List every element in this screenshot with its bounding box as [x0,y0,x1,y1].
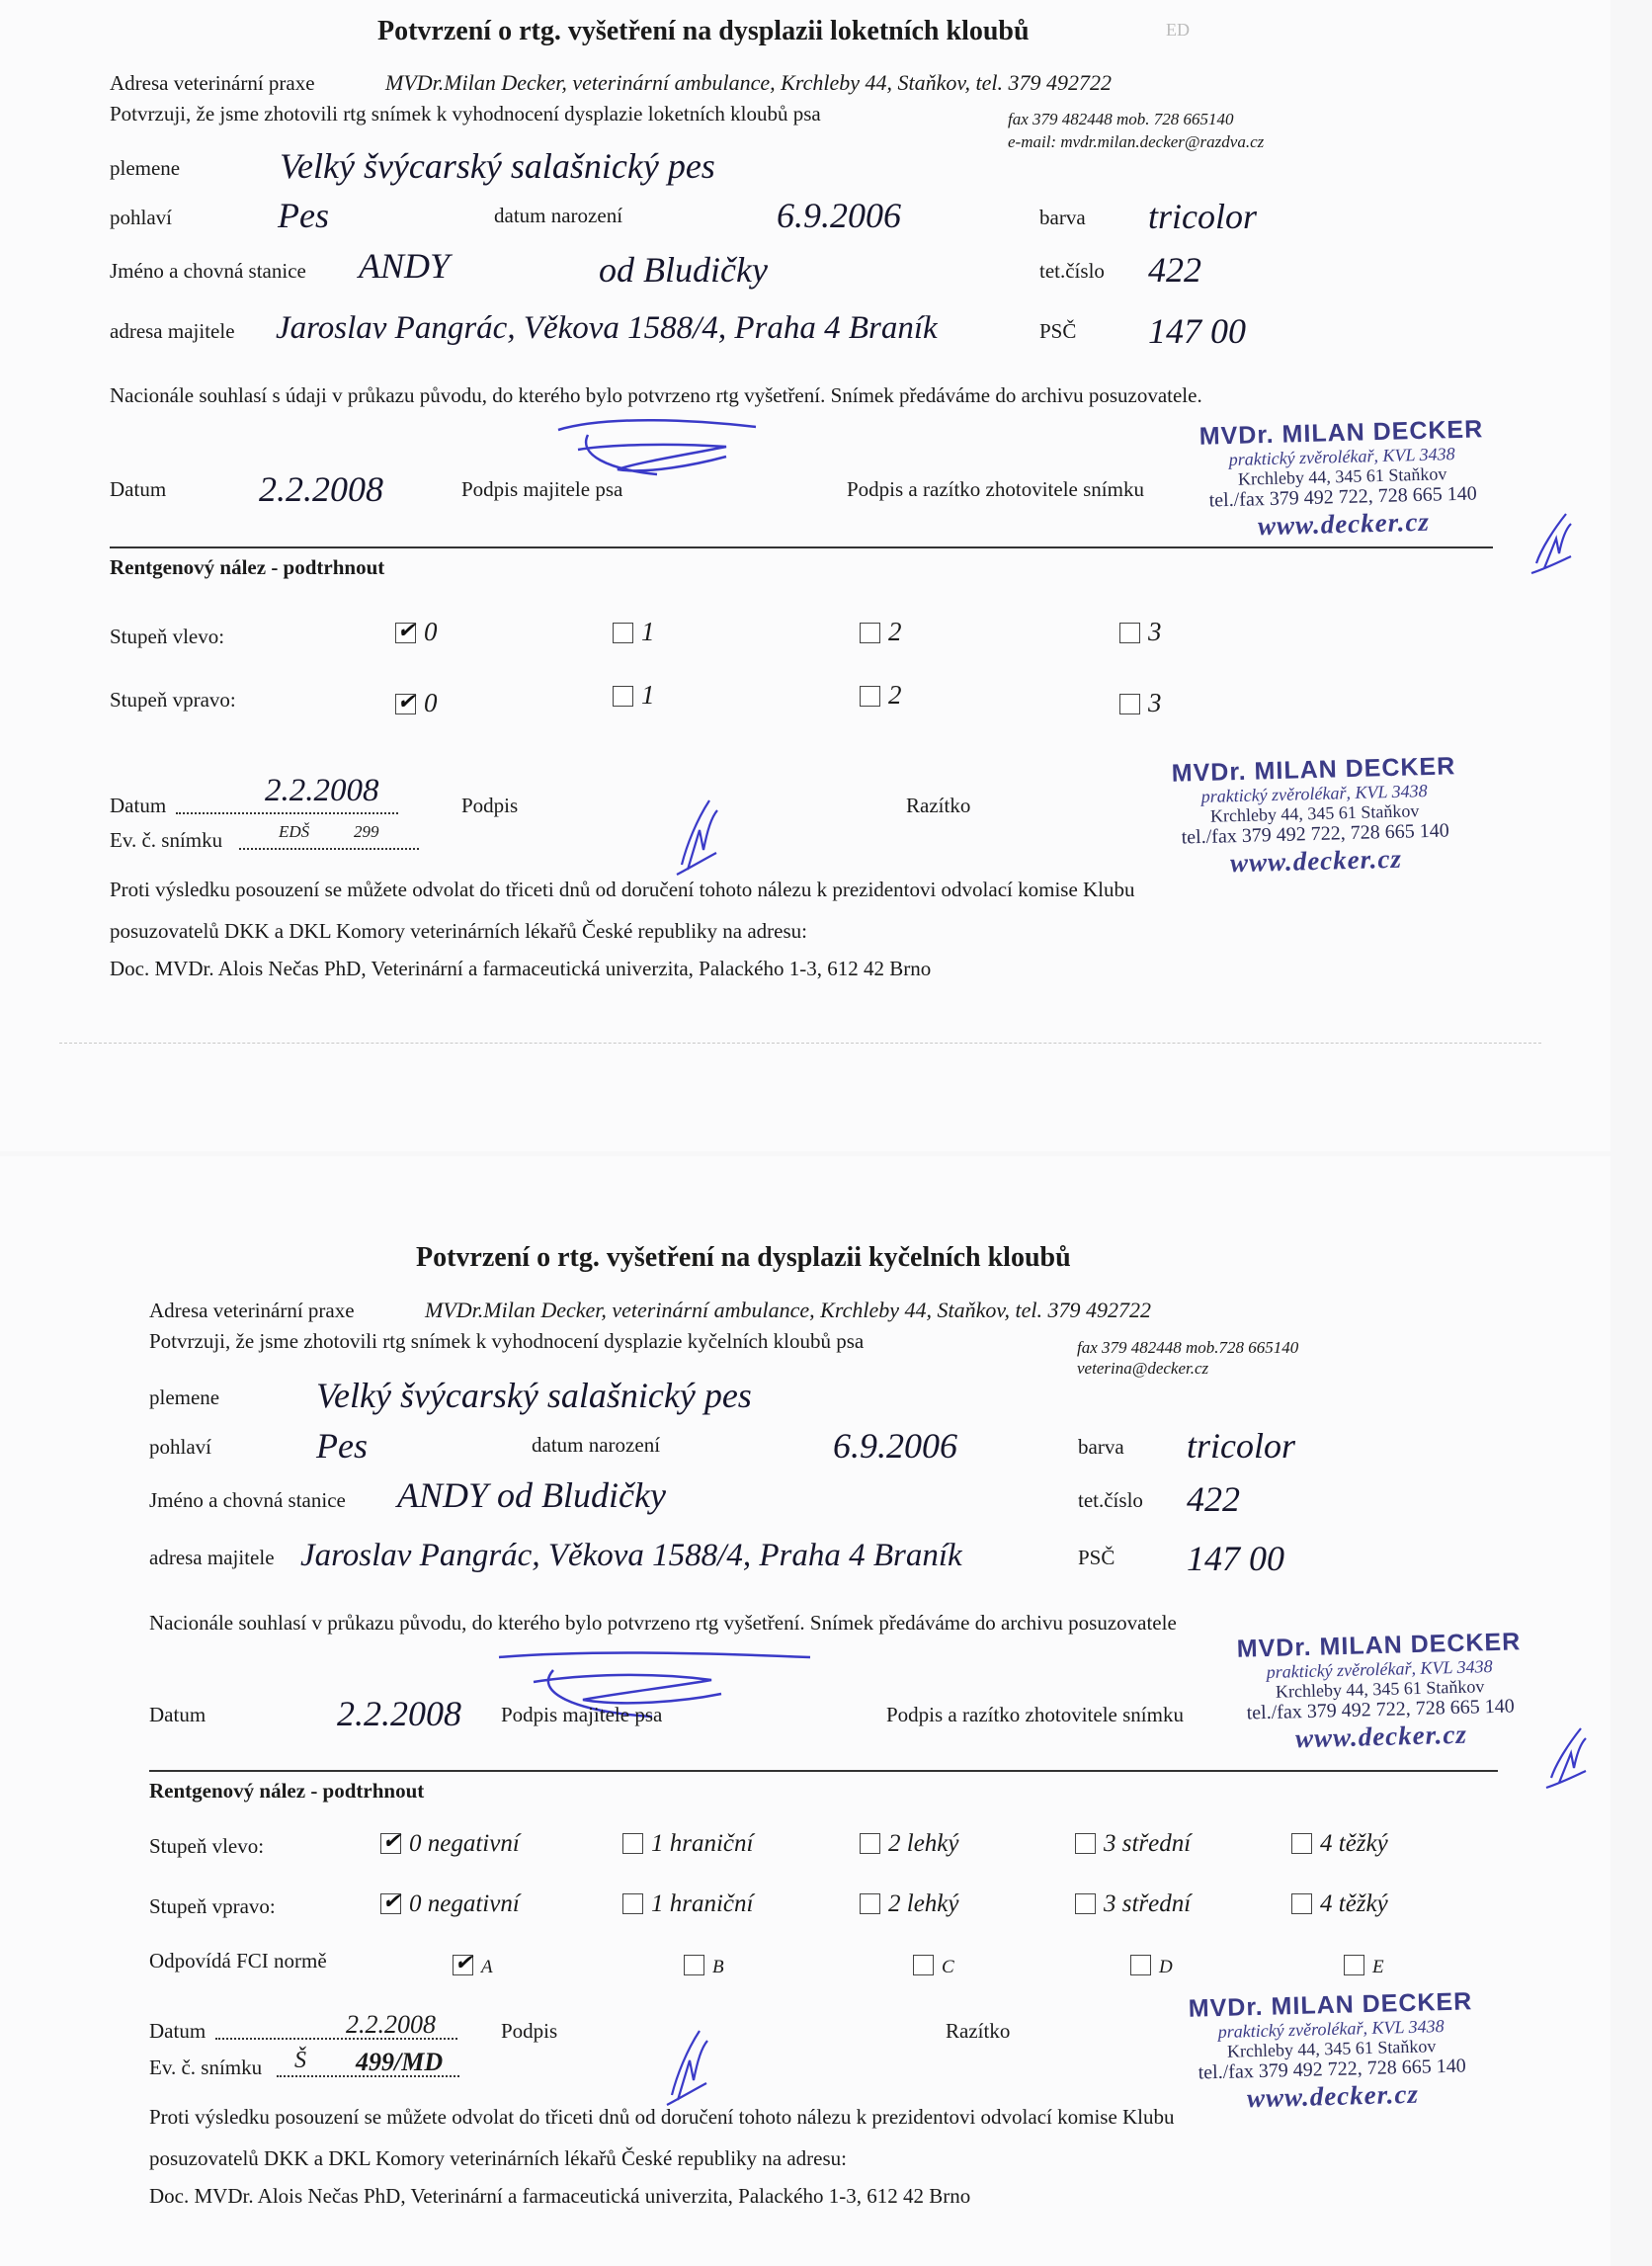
practice-value: MVDr.Milan Decker, veterinární ambulance, Krchleby 44, Staňkov, tel. 379 492722 [385,70,1113,95]
checkbox[interactable] [1344,1955,1364,1975]
stamp-line2: praktický zvěrolékař, KVL 3438 [1228,444,1455,470]
zip-value: 147 00 [1187,1539,1284,1578]
right-option-2[interactable]: 2 [860,680,902,711]
national-text: Nacionále souhlasí v průkazu původu, do kterého bylo potvrzeno rtg vyšetření. Snímek předáváme do archivu posuzovatele [149,1611,1177,1635]
appeal-line-3: Doc. MVDr. Alois Nečas PhD, Veterinární a farmaceutická univerzita, Palackého 1-3, 612 42 Brno [149,2184,971,2208]
sex-value: Pes [278,196,329,235]
stamp-line4: tel./fax 379 492 722, 728 665 140 [1246,1695,1516,1724]
fci-option-c[interactable]: C [913,1955,954,1978]
vet-signature [1541,1723,1591,1803]
dob-label: datum narození [532,1433,661,1457]
right-option-2[interactable]: 2 lehký [860,1890,958,1918]
stamp-line4: tel./fax 379 492 722, 728 665 140 [1208,482,1478,512]
sign-label: Podpis [461,794,519,817]
stamp-label: Razítko [946,2019,1011,2043]
stamp-label: Razítko [906,794,971,817]
checkbox[interactable] [860,623,880,643]
checkbox[interactable] [913,1955,934,1975]
fci-label: Odpovídá FCI normě [149,1949,327,1972]
checkbox-checked[interactable] [395,623,416,643]
cut-line [59,1043,1541,1044]
color-value: tricolor [1148,197,1258,236]
checkbox-checked[interactable] [380,1893,401,1914]
right-option-3[interactable]: 3 [1119,688,1162,718]
maker-sign-label: Podpis a razítko zhotovitele snímku [886,1703,1184,1726]
left-option-1[interactable]: 1 [613,617,655,647]
stamp-line5: www.decker.cz [1229,843,1403,878]
date-value: 2.2.2008 [259,469,383,509]
vet-stamp [1236,1628,1524,1754]
left-option-3[interactable]: 3 střední [1075,1830,1191,1858]
date2-line [176,812,398,814]
fci-option-d[interactable]: D [1130,1955,1173,1978]
owner-value: Jaroslav Pangrác, Věkova 1588/4, Praha 4 Braník [276,310,938,346]
checkbox[interactable] [860,686,880,707]
fax-line: fax 379 482448 mob.728 665140 [1077,1338,1299,1357]
tattoo-label: tet.číslo [1039,259,1105,283]
name-value: ANDY [359,246,451,286]
form-title: Potvrzení o rtg. vyšetření na dysplazii kyčelních kloubů [416,1242,1071,1273]
stamp-line3: Krchleby 44, 345 61 Staňkov [1226,2036,1437,2061]
fci-option-e[interactable]: E [1344,1955,1384,1978]
right-option-3[interactable]: 3 střední [1075,1890,1191,1918]
vet-stamp [1198,415,1486,542]
checkbox[interactable] [860,1833,880,1854]
sign-label: Podpis [501,2019,558,2043]
maker-sign-label: Podpis a razítko zhotovitele snímku [847,477,1144,501]
practice-value: MVDr.Milan Decker, veterinární ambulance, Krchleby 44, Staňkov, tel. 379 492722 [425,1298,1152,1322]
vet-signature [1527,509,1576,588]
right-label: Stupeň vpravo: [110,688,236,712]
stamp-line1: MVDr. MILAN DECKER [1188,1987,1473,2023]
divider [149,1770,1498,1772]
stamp-line5: www.decker.cz [1294,1719,1468,1753]
owner-signature [548,415,776,484]
stamp-line2: praktický zvěrolékař, KVL 3438 [1200,781,1428,807]
breed-label: plemene [149,1385,220,1409]
email-line: e-mail: mvdr.milan.decker@razdva.cz [1008,132,1265,151]
stamp-line3: Krchleby 44, 345 61 Staňkov [1237,463,1447,489]
breed-value: Velký švýcarský salašnický pes [280,146,715,186]
finding-label: Rentgenový nález - podtrhnout [149,1779,425,1803]
sex-value: Pes [316,1426,368,1466]
practice-label: Adresa veterinární praxe [149,1299,355,1322]
stamp-line3: Krchleby 44, 345 61 Staňkov [1275,1676,1485,1702]
left-option-4[interactable]: 4 těžký [1291,1830,1388,1858]
fci-option-a[interactable]: ✔ A [453,1955,493,1978]
zip-label: PSČ [1039,319,1077,343]
checkbox[interactable] [613,686,633,707]
confirm-text: Potvrzuji, že jsme zhotovili rtg snímek k vyhodnocení dysplazie kyčelních kloubů psa [149,1329,865,1353]
date2-value: 2.2.2008 [265,773,379,808]
checkbox[interactable] [860,1893,880,1914]
form-title: Potvrzení o rtg. vyšetření na dysplazii loketních kloubů [377,16,1030,46]
corner-mark: ED [1166,20,1190,40]
appeal-line-3: Doc. MVDr. Alois Nečas PhD, Veterinární a farmaceutická univerzita, Palackého 1-3, 612 42 Brno [110,957,932,980]
date2-label: Datum [149,2019,206,2043]
evno-value: 499/MD [356,2048,444,2076]
left-option-0[interactable]: ✔ 0 negativní [380,1830,520,1858]
color-value: tricolor [1187,1426,1296,1466]
vet-signature-2 [662,2026,711,2115]
checkbox[interactable] [1291,1893,1312,1914]
appeal-line-1: Proti výsledku posouzení se můžete odvolat do třiceti dnů od doručení tohoto nálezu k prezidentovi odvolací komise Klubu [110,878,1135,901]
left-option-3[interactable]: 3 [1119,617,1162,647]
kennel-value: od Bludičky [599,250,768,290]
email-line: veterina@decker.cz [1077,1359,1209,1378]
elbow-form-sheet [0,0,1611,1151]
right-option-1[interactable]: 1 [613,680,655,711]
owner-label: adresa majitele [149,1546,275,1569]
stamp-line2: praktický zvěrolékař, KVL 3438 [1266,1656,1493,1683]
tattoo-label: tet.číslo [1078,1488,1143,1512]
color-label: barva [1078,1435,1124,1459]
right-option-4[interactable]: 4 těžký [1291,1890,1388,1918]
left-option-2[interactable]: 2 [860,617,902,647]
stamp-line3: Krchleby 44, 345 61 Staňkov [1209,800,1420,826]
evno-label: Ev. č. snímku [149,2056,263,2079]
right-option-0[interactable]: ✔ 0 [395,688,438,718]
fci-option-b[interactable]: B [684,1955,724,1978]
checkbox[interactable] [1130,1955,1151,1975]
left-label: Stupeň vlevo: [149,1834,265,1858]
checkbox[interactable] [613,623,633,643]
zip-value: 147 00 [1148,311,1246,351]
right-label: Stupeň vpravo: [149,1894,276,1918]
checkbox[interactable] [622,1893,643,1914]
left-option-1[interactable]: 1 hraniční [622,1830,753,1858]
appeal-line-2: posuzovatelů DKK a DKL Komory veterinárních lékařů České republiky na adresu: [149,2146,848,2170]
dob-value: 6.9.2006 [777,196,901,235]
left-option-0[interactable]: ✔ 0 [395,617,438,647]
date-value: 2.2.2008 [337,1694,461,1733]
appeal-line-2: posuzovatelů DKK a DKL Komory veterinárních lékařů České republiky na adresu: [110,919,808,943]
stamp-line2: praktický zvěrolékař, KVL 3438 [1217,2016,1445,2043]
breed-value: Velký švýcarský salašnický pes [316,1376,752,1415]
stamp-line5: www.decker.cz [1257,506,1431,541]
tattoo-value: 422 [1148,250,1201,290]
dob-value: 6.9.2006 [833,1426,957,1466]
checkbox-checked[interactable] [453,1955,473,1975]
breed-label: plemene [110,156,181,180]
divider [110,546,1493,548]
fax-line: fax 379 482448 mob. 728 665140 [1008,110,1234,128]
name-label: Jméno a chovná stanice [110,259,306,283]
date-label: Datum [149,1703,206,1726]
stamp-line1: MVDr. MILAN DECKER [1171,752,1456,788]
vet-stamp-2 [1188,1987,1475,2114]
vet-stamp-2 [1171,752,1458,879]
left-option-2[interactable]: 2 lehký [860,1830,958,1858]
evno-prefix: EDŠ [279,822,310,841]
appeal-line-1: Proti výsledku posouzení se můžete odvolat do třiceti dnů od doručení tohoto nálezu k prezidentovi odvolací komise Klubu [149,2105,1175,2129]
sex-label: pohlaví [110,206,172,229]
hip-form-sheet [0,1156,1611,2266]
confirm-text: Potvrzuji, že jsme zhotovili rtg snímek k vyhodnocení dysplazie loketních kloubů psa [110,102,821,126]
evno-line [239,848,419,850]
dob-label: datum narození [494,204,623,227]
stamp-line4: tel./fax 379 492 722, 728 665 140 [1198,2055,1467,2084]
checkbox[interactable] [1075,1893,1096,1914]
checkbox[interactable] [1119,694,1140,714]
right-option-0[interactable]: ✔ 0 negativní [380,1890,520,1918]
owner-label: adresa majitele [110,319,235,343]
owner-sign-label: Podpis majitele psa [501,1703,663,1726]
checkbox-checked[interactable] [380,1833,401,1854]
checkbox-checked[interactable] [395,694,416,714]
color-label: barva [1039,206,1086,229]
date2-label: Datum [110,794,167,817]
owner-value: Jaroslav Pangrác, Věkova 1588/4, Praha 4 Braník [300,1538,962,1573]
evno-label: Ev. č. snímku [110,828,223,852]
owner-sign-label: Podpis majitele psa [461,477,623,501]
date2-value: 2.2.2008 [346,2010,436,2039]
date-label: Datum [110,477,167,501]
left-label: Stupeň vlevo: [110,625,225,648]
checkbox[interactable] [1291,1833,1312,1854]
vet-signature-2 [672,796,721,884]
national-text: Nacionále souhlasí s údaji v průkazu původu, do kterého bylo potvrzeno rtg vyšetření. Snímek předáváme do archivu posuzovatele. [110,383,1202,407]
stamp-line1: MVDr. MILAN DECKER [1236,1628,1522,1663]
checkbox[interactable] [684,1955,704,1975]
tattoo-value: 422 [1187,1479,1240,1519]
sex-label: pohlaví [149,1435,211,1459]
checkbox[interactable] [1119,623,1140,643]
finding-label: Rentgenový nález - podtrhnout [110,555,385,579]
evno-prefix: Š [294,2048,306,2073]
practice-label: Adresa veterinární praxe [110,71,315,95]
name-label: Jméno a chovná stanice [149,1488,346,1512]
evno-value: 299 [354,822,379,841]
checkbox[interactable] [1075,1833,1096,1854]
stamp-line5: www.decker.cz [1246,2078,1420,2113]
stamp-line1: MVDr. MILAN DECKER [1198,415,1484,451]
zip-label: PSČ [1078,1546,1115,1569]
checkbox[interactable] [622,1833,643,1854]
stamp-line4: tel./fax 379 492 722, 728 665 140 [1181,819,1450,849]
name-value: ANDY od Bludičky [397,1475,666,1515]
right-option-1[interactable]: 1 hraniční [622,1890,753,1918]
